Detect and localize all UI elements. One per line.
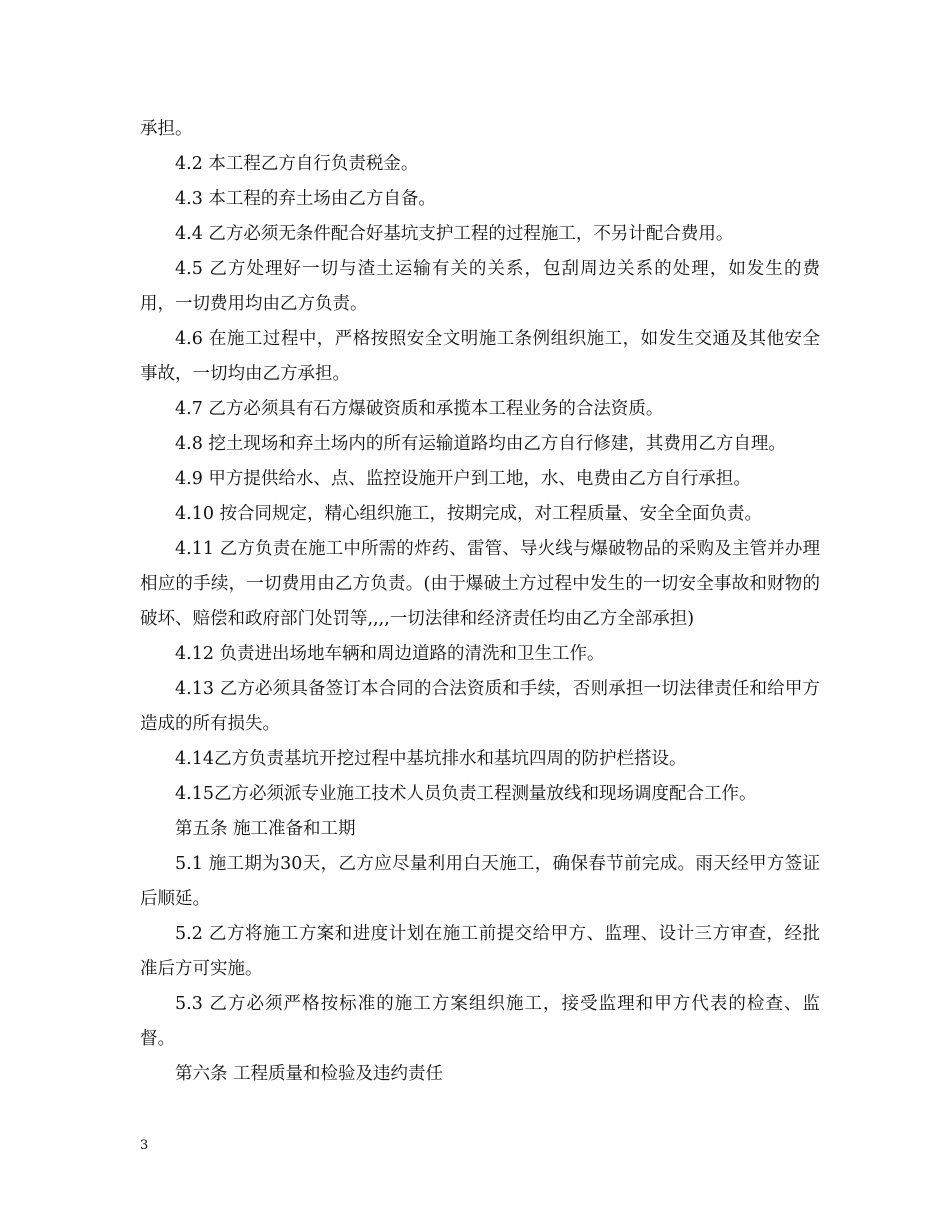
page-number: 3 bbox=[140, 1138, 149, 1153]
paragraph: 4.13 乙方必须具备签订本合同的合法资质和手续，否则承担一切法律责任和给甲方造成的所有损失。 bbox=[140, 679, 820, 734]
paragraph: 4.3 本工程的弃土场由乙方自备。 bbox=[175, 189, 436, 209]
paragraph: 4.12 负责进出场地车辆和周边道路的清洗和卫生工作。 bbox=[175, 644, 605, 664]
paragraph: 4.7 乙方必须具有石方爆破资质和承揽本工程业务的合法资质。 bbox=[175, 399, 664, 419]
section-heading: 第五条 施工准备和工期 bbox=[175, 819, 356, 839]
section-heading: 第六条 工程质量和检验及违约责任 bbox=[175, 1064, 444, 1084]
document-body bbox=[140, 112, 820, 1092]
paragraph: 5.3 乙方必须严格按标准的施工方案组织施工，接受监理和甲方代表的检查、监督。 bbox=[140, 994, 820, 1049]
paragraph: 4.6 在施工过程中，严格按照安全文明施工条例组织施工，如发生交通及其他安全事故，一切均由乙方承担。 bbox=[140, 329, 820, 384]
paragraph: 5.2 乙方将施工方案和进度计划在施工前提交给甲方、监理、设计三方审查，经批准后方可实施。 bbox=[140, 924, 820, 979]
paragraph: 4.15乙方必须派专业施工技术人员负责工程测量放线和现场调度配合工作。 bbox=[175, 784, 757, 804]
paragraph: 4.9 甲方提供给水、点、监控设施开户到工地，水、电费由乙方自行承担。 bbox=[175, 469, 751, 489]
paragraph: 5.1 施工期为30天，乙方应尽量利用白天施工，确保春节前完成。雨天经甲方签证后顺延。 bbox=[140, 854, 820, 909]
paragraph: 4.11 乙方负责在施工中所需的炸药、雷管、导火线与爆破物品的采购及主管并办理相应的手续，一切费用由乙方负责。(由于爆破土方过程中发生的一切安全事故和财物的破坏、赔偿和政府部门处罚等,,,,一切法律和经济责任均由乙方全部承担) bbox=[140, 539, 820, 629]
paragraph: 4.4 乙方必须无条件配合好基坑支护工程的过程施工，不另计配合费用。 bbox=[175, 224, 734, 244]
paragraph: 4.10 按合同规定，精心组织施工，按期完成，对工程质量、安全全面负责。 bbox=[175, 504, 763, 524]
paragraph: 4.8 挖土现场和弃土场内的所有运输道路均由乙方自行修建，其费用乙方自理。 bbox=[175, 434, 786, 454]
paragraph: 4.5 乙方处理好一切与渣土运输有关的关系，包刮周边关系的处理，如发生的费用，一切费用均由乙方负责。 bbox=[140, 259, 820, 314]
paragraph: 4.14乙方负责基坑开挖过程中基坑排水和基坑四周的防护栏搭设。 bbox=[175, 749, 687, 769]
paragraph: 承担。 bbox=[140, 119, 193, 139]
paragraph: 4.2 本工程乙方自行负责税金。 bbox=[175, 154, 419, 174]
